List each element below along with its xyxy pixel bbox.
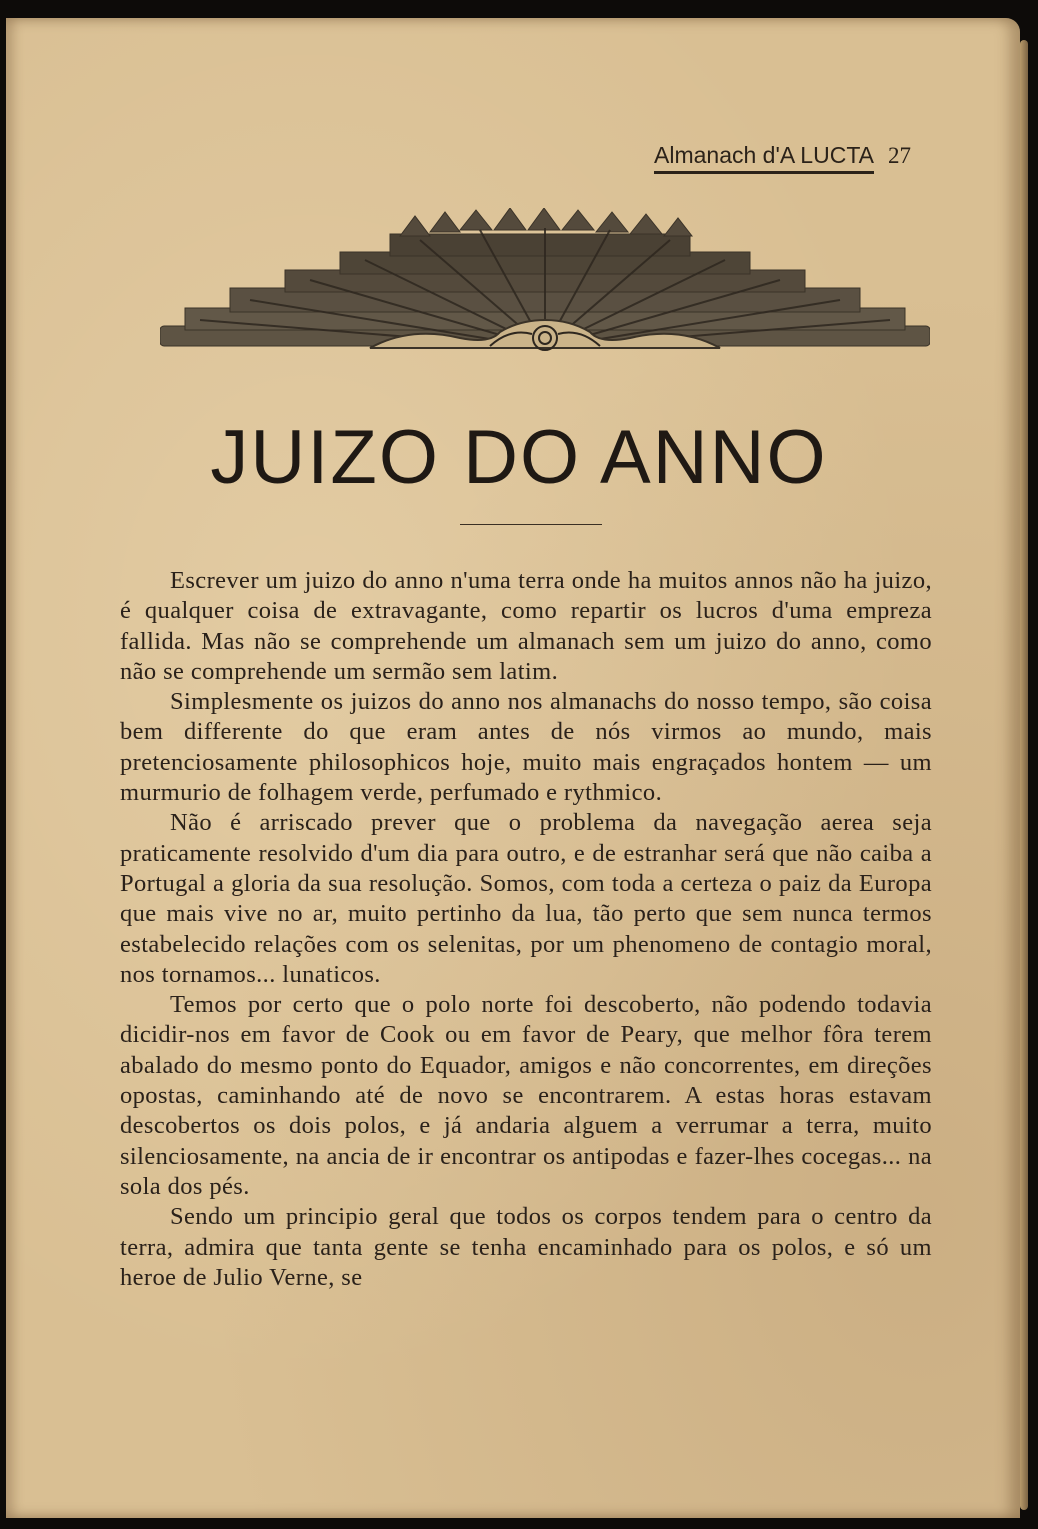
- page-edge: [1020, 40, 1028, 1510]
- running-title: Almanach d'A LUCTA: [654, 142, 874, 174]
- paragraph: Escrever um juizo do anno n'uma terra onde ha muitos annos não ha juizo, é qualquer coisa de extravagante, como repartir os lucros d'uma empreza fallida. Mas não se comprehende um almanach sem um juizo do anno, como não se comprehende um sermão sem latim.: [120, 567, 932, 685]
- paragraph: Simplesmente os juizos do anno nos almanachs do nosso tempo, são coisa bem differente do que eram antes de nós virmos ao mundo, mais pretenciosamente philosophicos hoje, muito mais engraçados hontem — um murmurio de folhagem verde, perfumado e rythmico.: [120, 688, 932, 807]
- article-title: JUIZO DO ANNO: [210, 415, 828, 500]
- paragraph: Sendo um principio geral que todos os corpos tendem para o centro da terra, admira que tanta gente se tenha encaminhado para os polos, e só um heroe de Julio Verne, se: [120, 1203, 932, 1291]
- running-header: [654, 142, 911, 174]
- sunburst-fan-ornament-icon: [160, 208, 930, 358]
- paragraph: Não é arriscado prever que o problema da navegação aerea seja praticamente resolvido d'um dia para outro, e de estranhar será que não caiba a Portugal a gloria da sua resolução. Somos, com toda a certeza o paiz da Europa que mais vive no ar, muito pertinho da lua, tão perto que sem nunca termos estabelecido relações com os selenitas, por um phenomeno de contagio moral, nos tornamos... lunaticos.: [120, 809, 932, 988]
- title-divider: [460, 524, 602, 525]
- article-body: [120, 566, 932, 1293]
- paragraph: Temos por certo que o polo norte foi descoberto, não podendo todavia dicidir-nos em favor de Cook ou em favor de Peary, que melhor fôra terem abalado do mesmo ponto do Equador, amigos e não concorrentes, em direções opostas, caminhando até de novo se encontrarem. A estas horas estavam descobertos os dois polos, e já andaria alguem a verrumar a terra, muito silenciosamente, na ancia de ir encontrar os antipodas e fazer-lhes cocegas... na sola dos pés.: [120, 991, 932, 1200]
- page-number: 27: [888, 143, 912, 168]
